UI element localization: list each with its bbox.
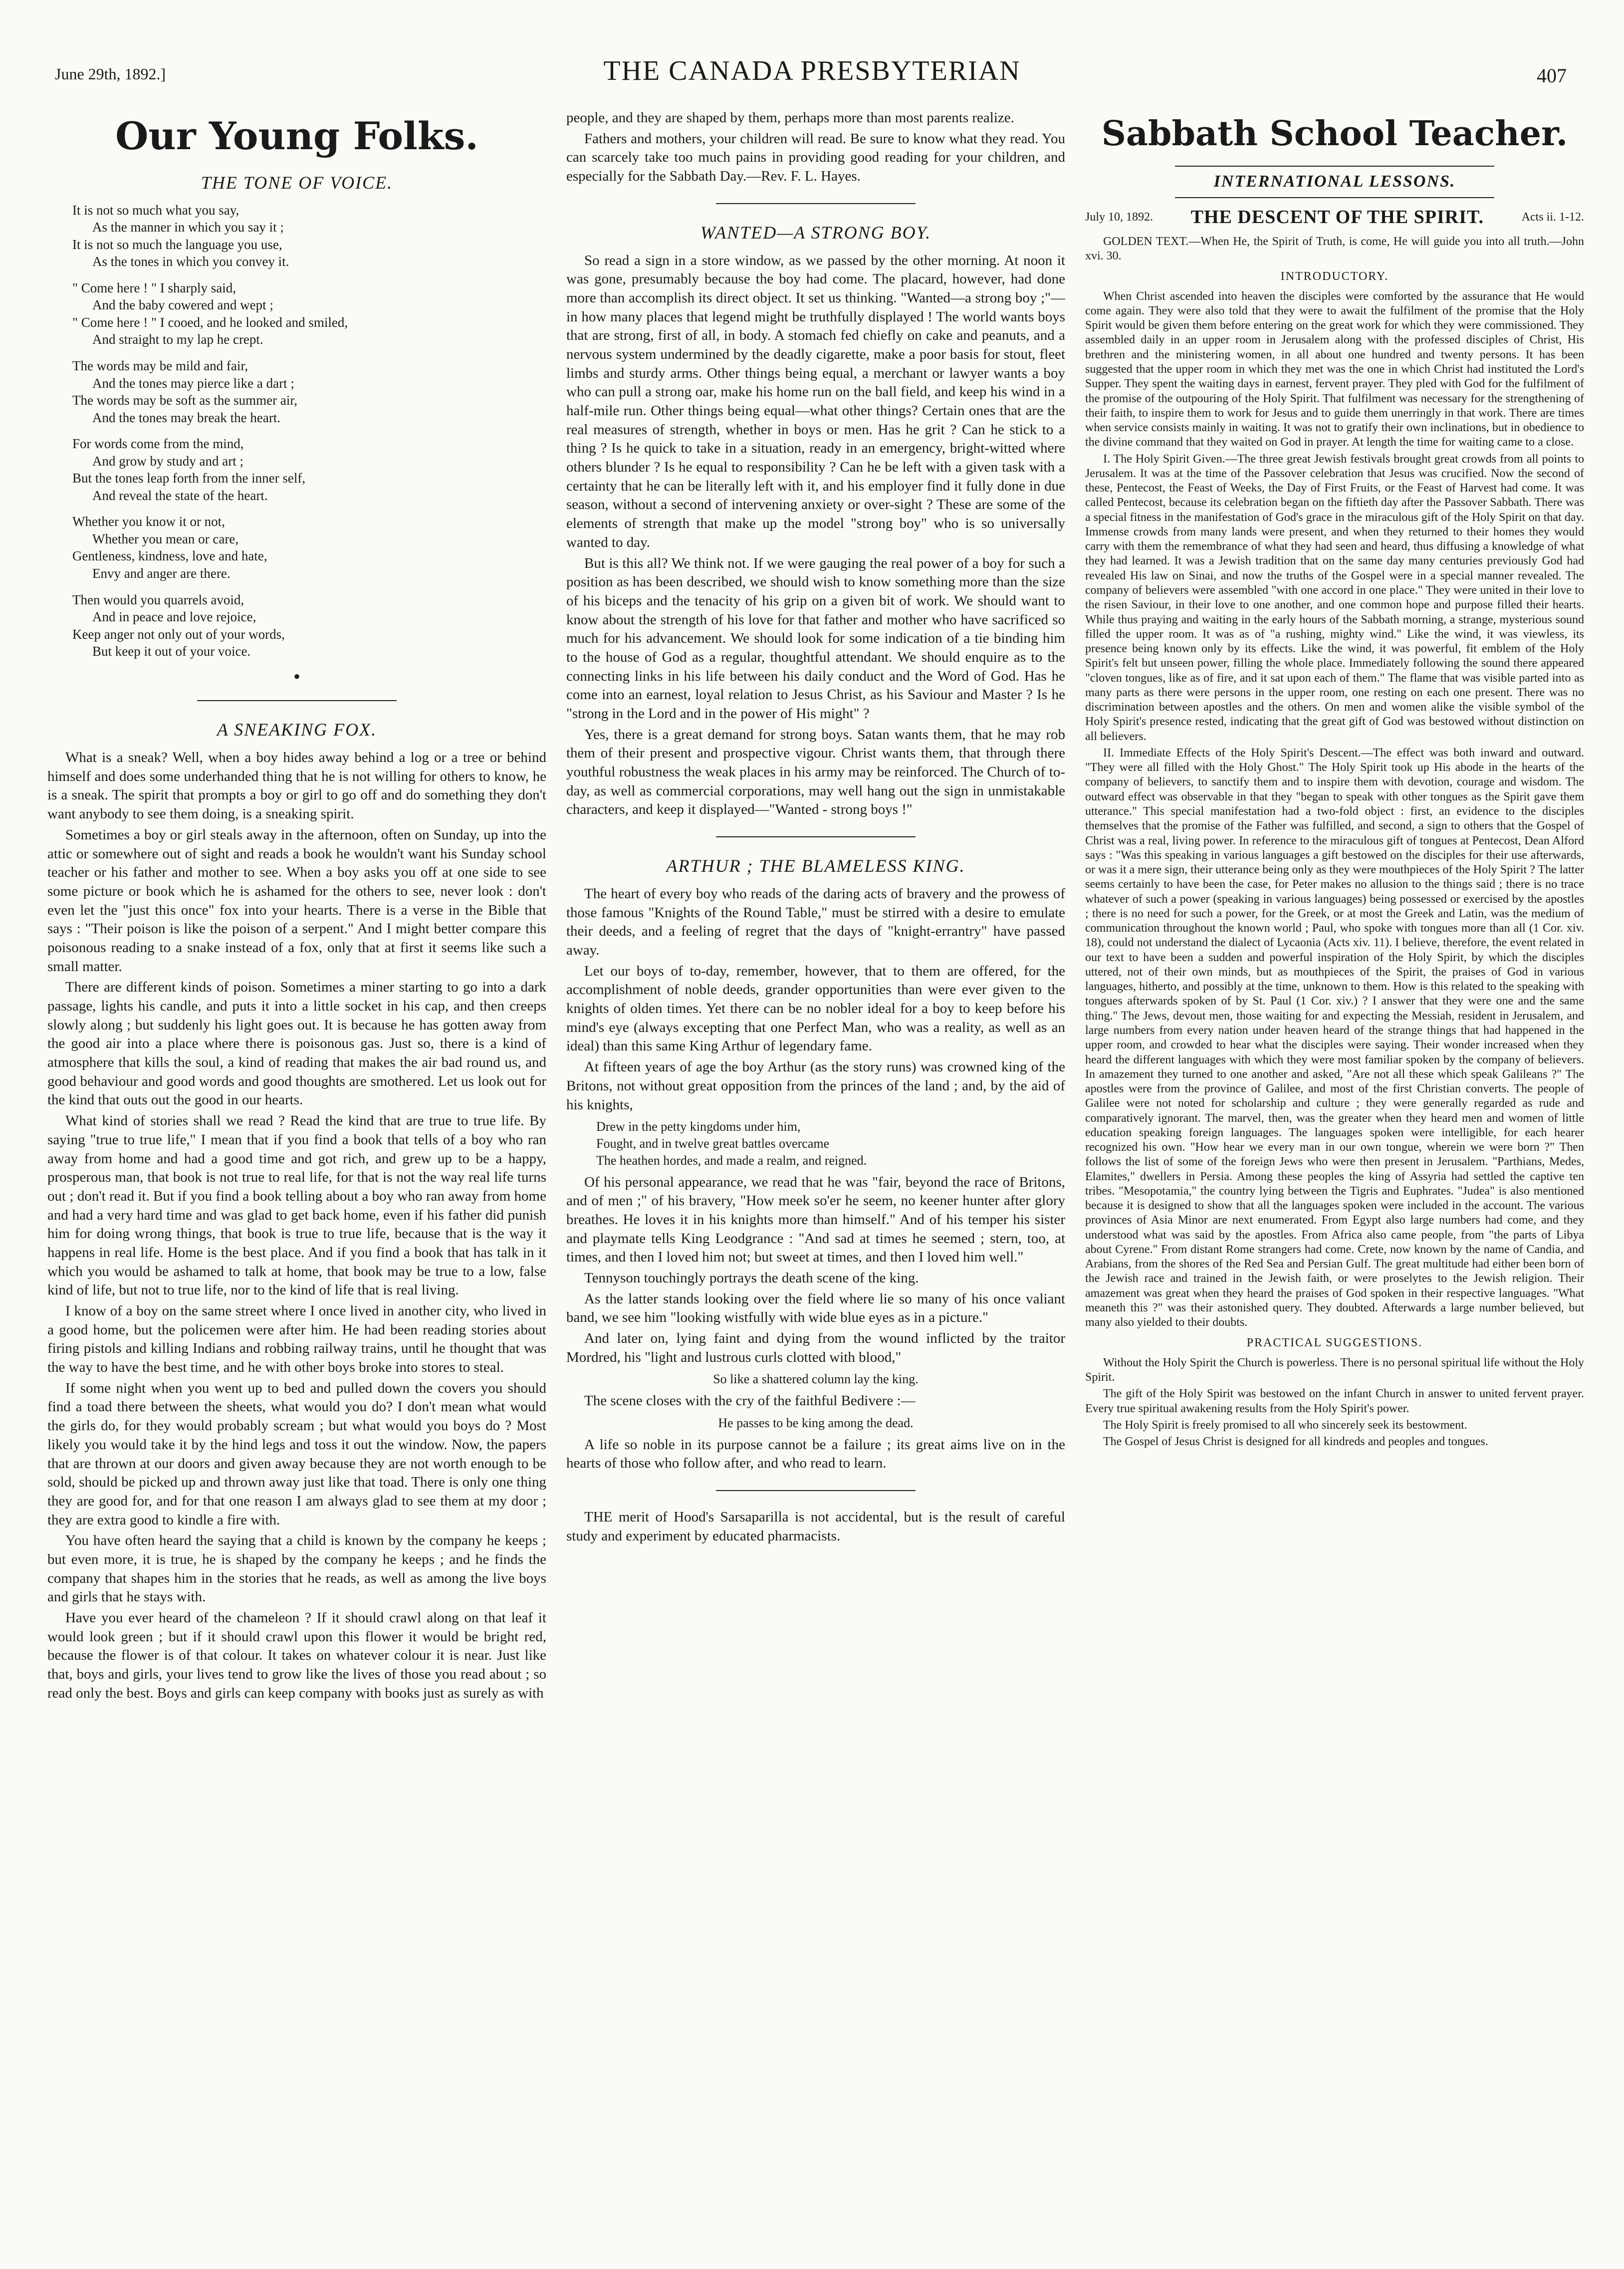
column-2 xyxy=(566,109,1065,1705)
verse-quote xyxy=(566,1415,1065,1432)
poem-stanza xyxy=(72,357,546,426)
poem-stanza xyxy=(72,279,546,348)
poem-line: The words may be soft as the summer air, xyxy=(72,393,298,408)
verse-quote xyxy=(596,1118,1065,1169)
poem-line: Gentleness, kindness, love and hate, xyxy=(72,548,267,564)
international-lessons-heading: INTERNATIONAL LESSONS. xyxy=(1213,172,1456,191)
columns xyxy=(47,109,1584,1705)
article-paragraph: I know of a boy on the same street where I once lived in another city, who lived in a good home, but the policemen were after him. He had been reading stories about firing pistols and killing Indians and robbing railway trains, until he thought that was the way to have the best time, and he with other boys broke into stores to steal. xyxy=(47,1303,546,1376)
verse-line: Fought, and in twelve great battles overcame xyxy=(596,1136,830,1151)
poem-line: And in peace and love rejoice, xyxy=(92,609,256,625)
divider xyxy=(1175,197,1494,198)
poem-line: As the tones in which you convey it. xyxy=(92,254,289,269)
introductory-heading: INTRODUCTORY. xyxy=(1280,269,1389,283)
poem-line: The words may be mild and fair, xyxy=(72,358,248,373)
poem-line: And reveal the state of the heart. xyxy=(92,488,268,503)
lesson-reference: Acts ii. 1-12. xyxy=(1521,210,1584,224)
advertisement-note: THE merit of Hood's Sarsaparilla is not accidental, but is the result of careful study and experiment by educated pharmacists. xyxy=(566,1509,1065,1544)
poem xyxy=(72,202,546,660)
article-paragraph: As the latter stands looking over the field where lie so many of his once valiant band, we see him "looking wistfully with wide blue eyes as in a picture." xyxy=(566,1290,1065,1326)
article-title-sneaking-fox: A SNEAKING FOX. xyxy=(217,720,377,740)
poem-stanza xyxy=(72,435,546,504)
verse-line: He passes to be king among the dead. xyxy=(718,1415,914,1430)
article-paragraph: A life so noble in its purpose cannot be a failure ; its great aims live on in the hearts of those who follow after, and who read to learn. xyxy=(566,1436,1065,1472)
article-paragraph: Fathers and mothers, your children will read. Be sure to know what they read. You can scarcely take too much pains in providing good reading for your children, and especially for the Sabbath Day.—Rev. F. L. Hayes. xyxy=(566,130,1065,185)
poem-line: For words come from the mind, xyxy=(72,436,244,452)
poem-line: " Come here ! " I cooed, and he looked and smiled, xyxy=(72,314,348,330)
article-paragraph: Of his personal appearance, we read that he was "fair, beyond the race of Britons, and of men ;" of his bravery, "How meek so'er he seem, no keener hunter after glory breathes. He loves it in his knights more than himself." And of his temper his sister and playmate tells King Leodgrance : "And sad at times he seemed ; stern, too, at times, and then I loved him not; but sweet at times, and then I loved him well." xyxy=(566,1174,1065,1265)
poem-line: Whether you know it or not, xyxy=(72,514,225,529)
department-heading-young-folks: Our Young Folks. xyxy=(115,114,478,158)
poem-line: And the tones may break the heart. xyxy=(92,410,281,425)
article-paragraph: What kind of stories shall we read ? Read the kind that are true to true life. By saying "true to true life," I mean that if you find a book that tells of a boy who ran away from home and had a good time and got rich, and grew up to be a happy, prosperous man, that book is not true to real life, for that is not the way real life turns out ; don't read it. But if you find a book telling about a boy who ran away from home and had a very hard time and was glad to get back home, even if his father did punish him for doing wrong things, that book is true to true life, because that is the way it happens in real life. Home is the best place. And if you find a book that has talk in it which you would be ashamed to talk at home, that book may be true to a low, false kind of life, but not to true life, nor to the kind of life that is real living. xyxy=(47,1113,546,1298)
poem-stanza xyxy=(72,591,546,660)
column-3 xyxy=(1085,109,1584,1705)
poem-line: Envy and anger are there. xyxy=(92,565,231,581)
newspaper-title: THE CANADA PRESBYTERIAN xyxy=(603,55,1021,86)
department-heading-sabbath-school: Sabbath School Teacher. xyxy=(1101,114,1568,154)
divider xyxy=(716,836,916,837)
poem-line: Keep anger not only out of your words, xyxy=(72,626,285,642)
divider xyxy=(716,1490,916,1491)
article-paragraph: If some night when you went up to bed and pulled down the covers you should find a toad there between the sheets, what would you do? I don't mean what would the girls do, for they would probably scream ; but what would you boys do ? Most likely you would take it by the hind legs and toss it out the window. Now, the papers that are thrown at our doors and given away because they are not worth enough to be sold, should be picked up and thrown away just like that toad. There is only one thing they are good for, and for that one reason I am always glad to see them at my door ; they are extra good to kindle a fire with. xyxy=(47,1380,546,1528)
article-paragraph: So read a sign in a store window, as we passed by the other morning. At noon it was gone, presumably because the boy had come. The placard, however, had done more than accomplish its direct object. It set us thinking. "Wanted—a strong boy ;"—in how many places that legend might be truthfully displayed ! The world wants boys that are strong, first of all, in body. A stomach fed chiefly on cake and peanuts, and a nervous system undermined by the deadly cigarette, make a poor basis for stout, fleet limbs and sturdy arms. Other things being equal, a merchant or lawyer wants a boy who can pull a strong oar, make his home run on the ball field, and keep his wind in a half-mile run. Other things being equal—what other things? Certain ones that are the real measures of strength, whether in boys or men. Has he grit ? Can he stick to a thing ? Is he quick to take in a situation, ready in an emergency, bright-witted where others blunder ? Is he equal to responsibility ? Can he be left with a given task with a certainty that he can be literally left with it, and his employer find it fully done in due season, without a second of intervening anxiety or over-sight ? These are some of the elements of strength that make up the model "strong boy" who is so universally wanted to day. xyxy=(566,252,1065,550)
article-paragraph: Yes, there is a great demand for strong boys. Satan wants them, that he may rob them of their present and prospective vigour. Christ wants them, that through there youthful robustness the weak places in his army may be reinforced. The Church of to-day, as well as commercial corporations, may well hang out the sign in unmistakable characters, and keep it displayed—"Wanted - strong boys !" xyxy=(566,726,1065,818)
poem-line: And grow by study and art ; xyxy=(92,453,243,469)
page-number: 407 xyxy=(1537,64,1567,87)
poem-line: And the tones may pierce like a dart ; xyxy=(92,375,294,391)
poem-line: " Come here ! " I sharply said, xyxy=(72,280,236,295)
poem-line: As the manner in which you say it ; xyxy=(92,220,284,235)
lesson-date: July 10, 1892. xyxy=(1085,210,1154,224)
divider xyxy=(1175,166,1494,167)
bullet-ornament: ● xyxy=(293,669,300,682)
poem-line: And straight to my lap he crept. xyxy=(92,332,263,347)
lesson-title: THE DESCENT OF THE SPIRIT. xyxy=(1190,206,1484,228)
article-paragraph: The heart of every boy who reads of the daring acts of bravery and the prowess of those famous "Knights of the Round Table," must be stirred with a desire to emulate their deeds, and a feeling of regret that the days of "knight-errantry" have passed away. xyxy=(566,885,1065,959)
article-paragraph: people, and they are shaped by them, perhaps more than most parents realize. xyxy=(566,110,1014,126)
poem-line: But the tones leap forth from the inner self, xyxy=(72,471,306,486)
article-title-strong-boy: WANTED—A STRONG BOY. xyxy=(700,222,931,243)
column-1 xyxy=(47,109,546,1705)
verse-line: Drew in the petty kingdoms under him, xyxy=(596,1119,801,1134)
article-paragraph: Have you ever heard of the chameleon ? If it should crawl along on that leaf it would look green ; but if it should crawl upon this flower it would be bright red, because the flower is of that colour. It takes on whatever colour it is near. Just like that, boys and girls, your lives tend to grow like the lives of those you read about ; so read only the best. Boys and girls can keep company with books just as surely as with xyxy=(47,1610,546,1701)
poem-line: It is not so much what you say, xyxy=(72,202,239,218)
article-paragraph: Tennyson touchingly portrays the death scene of the king. xyxy=(584,1270,919,1286)
article-paragraph: You have often heard the saying that a child is known by the company he keeps ; but even more, it is true, he is shaped by the company he keeps ; and he finds the company that shapes him in the stories that he reads, as well as among the live boys and girls that he stays with. xyxy=(47,1532,546,1605)
article-paragraph: Sometimes a boy or girl steals away in the afternoon, often on Sunday, up into the attic or somewhere out of sight and reads a book he wouldn't want his Sunday school teacher or his father and mother to see. When a boy asks you off at one side to see some picture or book which he is ashamed for the others to see, never look : don't even let the "just this once" fox into your hearts. There is a verse in the Bible that says : "Their poison is like the poison of a serpent." And I might better compare this poisonous reading to a snake instead of a fox, only that at first it seems like such a small matter. xyxy=(47,826,546,975)
masthead xyxy=(47,55,1577,100)
suggestion-paragraph: The gift of the Holy Spirit was bestowed on the infant Church in answer to united fervent prayer. Every true spiritual awakening results from the Holy Spirit's power. xyxy=(1085,1387,1584,1415)
suggestion-paragraph: The Holy Spirit is freely promised to all who sincerely seek its bestowment. xyxy=(1103,1418,1467,1432)
golden-text: GOLDEN TEXT.—When He, the Spirit of Truth, is come, He will guide you into all truth.—John xvi. 30. xyxy=(1085,235,1584,263)
article-paragraph: Let our boys of to-day, remember, however, that to them are offered, for the accomplishment of noble deeds, grander opportunities than were ever given to the knights of olden times. Yet there can be no nobler ideal for a boy to keep before his mind's eye (always excepting that one Perfect Man, who was a reality, as well as an ideal) than this same King Arthur of legendary fame. xyxy=(566,963,1065,1054)
article-paragraph: The scene closes with the cry of the faithful Bedivere :— xyxy=(584,1393,916,1409)
article-paragraph: There are different kinds of poison. Sometimes a miner starting to go into a dark passage, lights his candle, and puts it into a little socket in his cap, and then creeps slowly along ; but suddenly his light goes out. It is because he has gotten away from the good air into a place where there is poisonous gas. Just so, there is a kind of atmosphere that kills the soul, a kind of reading that makes the air bad round us, and good behaviour and good words and good thoughts are smothered. Let us look out for the kind that outs out the good in our hearts. xyxy=(47,979,546,1108)
lesson-paragraph: I. The Holy Spirit Given.—The three great Jewish festivals brought great crowds from all points to Jerusalem. It was at the time of the Passover celebration that Jesus was crucified. Now the second of these, Pentecost, the Feast of Weeks, the Day of First Fruits, or the Feast of Harvest had come. It was called Pentecost, because its celebration began on the fiftieth day after the Passover Sabbath. There was a special fitness in the manifestation of God's grace in the miraculous gift of the Holy Spirit on that day. Immense crowds from many lands were present, and when they returned to their homes they would carry with them the remembrance of what they had seen and heard, thus diffusing a knowledge of what they had learned. It was a Jewish tradition that on the same day many centuries previously God had revealed His law on Sinai, and now the truths of the Gospel were in a special manner revealed. The company of believers were assembled "with one accord in one place." They were united in their love to the risen Saviour, in their love to one another, and one common hope and purpose filled their hearts. While thus praying and waiting in the early hours of the Sabbath morning, a strange, mysterious sound filled the upper room. It was as of "a rushing, mighty wind." Like the wind, it was viewless, its presence being known only by its effects. Like the wind, it was powerful, fit emblem of the Holy Spirit's felt but unseen power, filling the whole place. Immediately following the sound there appeared "cloven tongues, like as of fire, and it sat upon each of them." The flame that was visible parted into as many parts as there were persons in the upper room, one resting on each one present. There was no discrimination between apostles and the others. On men and women alike the visible symbol of the Holy Spirit's presence rested, indicating that the great gift of God was bestowed without distinction on all believers. xyxy=(1085,452,1584,743)
lesson-paragraph: When Christ ascended into heaven the disciples were comforted by the assurance that He would come again. They were also told that they were to await the fulfilment of the promise that the Holy Spirit would be given them before entering on the great work for which they were commissioned. They assembled daily in an upper room in Jerusalem along with the professed disciples of Christ, His brethren and the ministering women, in all about one hundred and twenty persons. It has been suggested that the upper room in which they met was the one in which Christ had instituted the Lord's Supper. They spent the waiting days in earnest, fervent prayer. They pled with God for the fulfilment of the promise of the outpouring of the Holy Spirit. That fulfilment was necessary for the strengthening of their faith, to inspire them to work for Jesus and to guide them unerringly in that work. There are times when service consists mainly in waiting. It was not to gratify their own inclinations, but in obedience to the divine command that they waited on God in prayer. At length the time for waiting came to a close. xyxy=(1085,289,1584,449)
poem-title: THE TONE OF VOICE. xyxy=(201,172,393,193)
suggestion-paragraph: The Gospel of Jesus Christ is designed for all kindreds and peoples and tongues. xyxy=(1103,1435,1488,1449)
poem-line: And the baby cowered and wept ; xyxy=(92,297,273,313)
practical-suggestions-heading: PRACTICAL SUGGESTIONS. xyxy=(1246,1336,1423,1349)
verse-line: The heathen hordes, and made a realm, and reigned. xyxy=(596,1153,867,1168)
article-paragraph: What is a sneak? Well, when a boy hides away behind a log or a tree or behind himself and does some underhanded thing that he is not willing for others to know, he is a sneak. The spirit that prompts a boy or girl to go off and do something they don't want anybody to see them doing, is a sneaking spirit. xyxy=(47,750,546,822)
article-paragraph: At fifteen years of age the boy Arthur (as the story runs) was crowned king of the Britons, not without great opposition from the princes of the land ; and, by the aid of his knights, xyxy=(566,1059,1065,1113)
article-paragraph: And later on, lying faint and dying from the wound inflicted by the traitor Mordred, his "light and lustrous curls clotted with blood," xyxy=(566,1330,1065,1365)
divider xyxy=(197,700,397,701)
article-title-arthur: ARTHUR ; THE BLAMELESS KING. xyxy=(666,856,965,876)
poem-line: It is not so much the language you use, xyxy=(72,237,282,252)
lesson-header xyxy=(1085,205,1584,230)
article-paragraph: But is this all? We think not. If we were gauging the real power of a boy for such a position as has been described, we should wish to know something more than the size of his biceps and the tenacity of his grip on a given bit of work. We should want to know about the strength of his love for that father and mother who have sacrificed so much for his advancement. We should look for some indication of a tie binding him to the house of God as a regular, thoughtful attendant. We should enquire as to the connecting links in his life between his daily conduct and the Word of God. Has he come into an earnest, loyal relation to Jesus Christ, as his Saviour and Master ? Is he "strong in the Lord and in the power of His might" ? xyxy=(566,555,1065,722)
poem-line: Whether you mean or care, xyxy=(92,531,239,546)
poem-line: But keep it out of your voice. xyxy=(92,644,251,659)
suggestion-paragraph: Without the Holy Spirit the Church is powerless. There is no personal spiritual life without the Holy Spirit. xyxy=(1085,1356,1584,1384)
lesson-paragraph: II. Immediate Effects of the Holy Spirit's Descent.—The effect was both inward and outward. "They were all filled with the Holy Ghost." The Holy Spirit took up His abode in the hearts of the company of believers, to sanctify them and to inspire them with devotion, courage and wisdom. The outward effect was observable in that they "began to speak with other tongues as the Spirit gave them utterance." This special manifestation had a two-fold object : first, an evidence to the disciples themselves that the promise of the Father was fulfilled, and second, a sign to others that the Gospel of Christ was a real, living power. In reference to the miraculous gift of tongues at Pentecost, Dean Alford says : "Was this speaking in various languages a gift bestowed on the disciples for their use afterwards, or was it a mere sign, their utterance being only as they were mouthpieces of the Holy Spirit ? The latter seems certainly to have been the case, for Peter makes no allusion to the things said ; there is no trace whatever of such a power (speaking in various languages) being possessed or exercised by the apostles ; there is no need for such a power, for the Greek, or at most the Greek and Latin, was the medium of communication throughout the known world ; Paul, who spoke with tongues more than all (1 Cor. xiv. 18), could not understand the dialect of Lycaonia (Acts xiv. 11). I believe, therefore, the event related in our text to have been a sudden and powerful inspiration of the Holy Spirit, by which the disciples uttered, not of their own minds, but as mouthpieces of the Spirit, the praises of God in various languages, hitherto, and possibly at the time, unknown to them. How is this related to the speaking with tongues afterwards spoken of by St. Paul (1 Cor. xiv.) ? I answer that they were one and the same thing." The Jews, devout men, those waiting for and expecting the Messiah, resident in Jerusalem, and large numbers from every nation under heaven heard of the strange things that had happened in the upper room, and crowded to hear what the disciples were saying. Their wonder increased when they heard the different languages with which they were most familiar spoken by the company of believers. In amazement they turned to one another and asked, "Are not all these which speak Galileans ?" The apostles were from the province of Galilee, and most of the first Christian converts. The people of Galilee were not noted for scholarship and culture ; they were generally regarded as rude and comparatively ignorant. The marvel, then, was the greater when they heard men and women of little education speaking foreign languages. The languages spoken were intelligible, for each hearer recognized his own. "How hear we every man in our own tongue, wherein we were born ?" Then follows the list of some of the foreign Jews who were then present in Jerusalem. "Parthians, Medes, Elamites," dwellers in Persia. Among these peoples the king of Assyria had settled the captive ten tribes. "Mesopotamia," the country lying between the Tigris and Euphrates. "Judea" is also mentioned because it is designed to show that all the languages spoken were included in the account. The various provinces of Asia Minor are next enumerated. From Egypt also large numbers had come, and they understood what was said by the apostles. From Africa also came people, from "the parts of Libya about Cyrene." From distant Rome strangers had come. Crete, now known by the name of Candia, and Arabians, from the shores of the Red Sea and Persian Gulf. The great multitude had either been born of the Jewish race and trained in the Jewish faith, or were proselytes to the Jewish religion. Their amazement was great when they heard the praises of God spoken in their respective languages. "What meaneth this ?" was their astonished query. They doubted. Afterwards a large number believed, but many also yielded to their doubts. xyxy=(1085,746,1584,1329)
verse-line: So like a shattered column lay the king. xyxy=(713,1372,919,1387)
poem-stanza xyxy=(72,513,546,582)
verse-quote xyxy=(566,1371,1065,1388)
poem-stanza xyxy=(72,202,546,270)
issue-date: June 29th, 1892.] xyxy=(55,65,166,83)
divider xyxy=(716,203,916,204)
poem-line: Then would you quarrels avoid, xyxy=(72,592,244,607)
